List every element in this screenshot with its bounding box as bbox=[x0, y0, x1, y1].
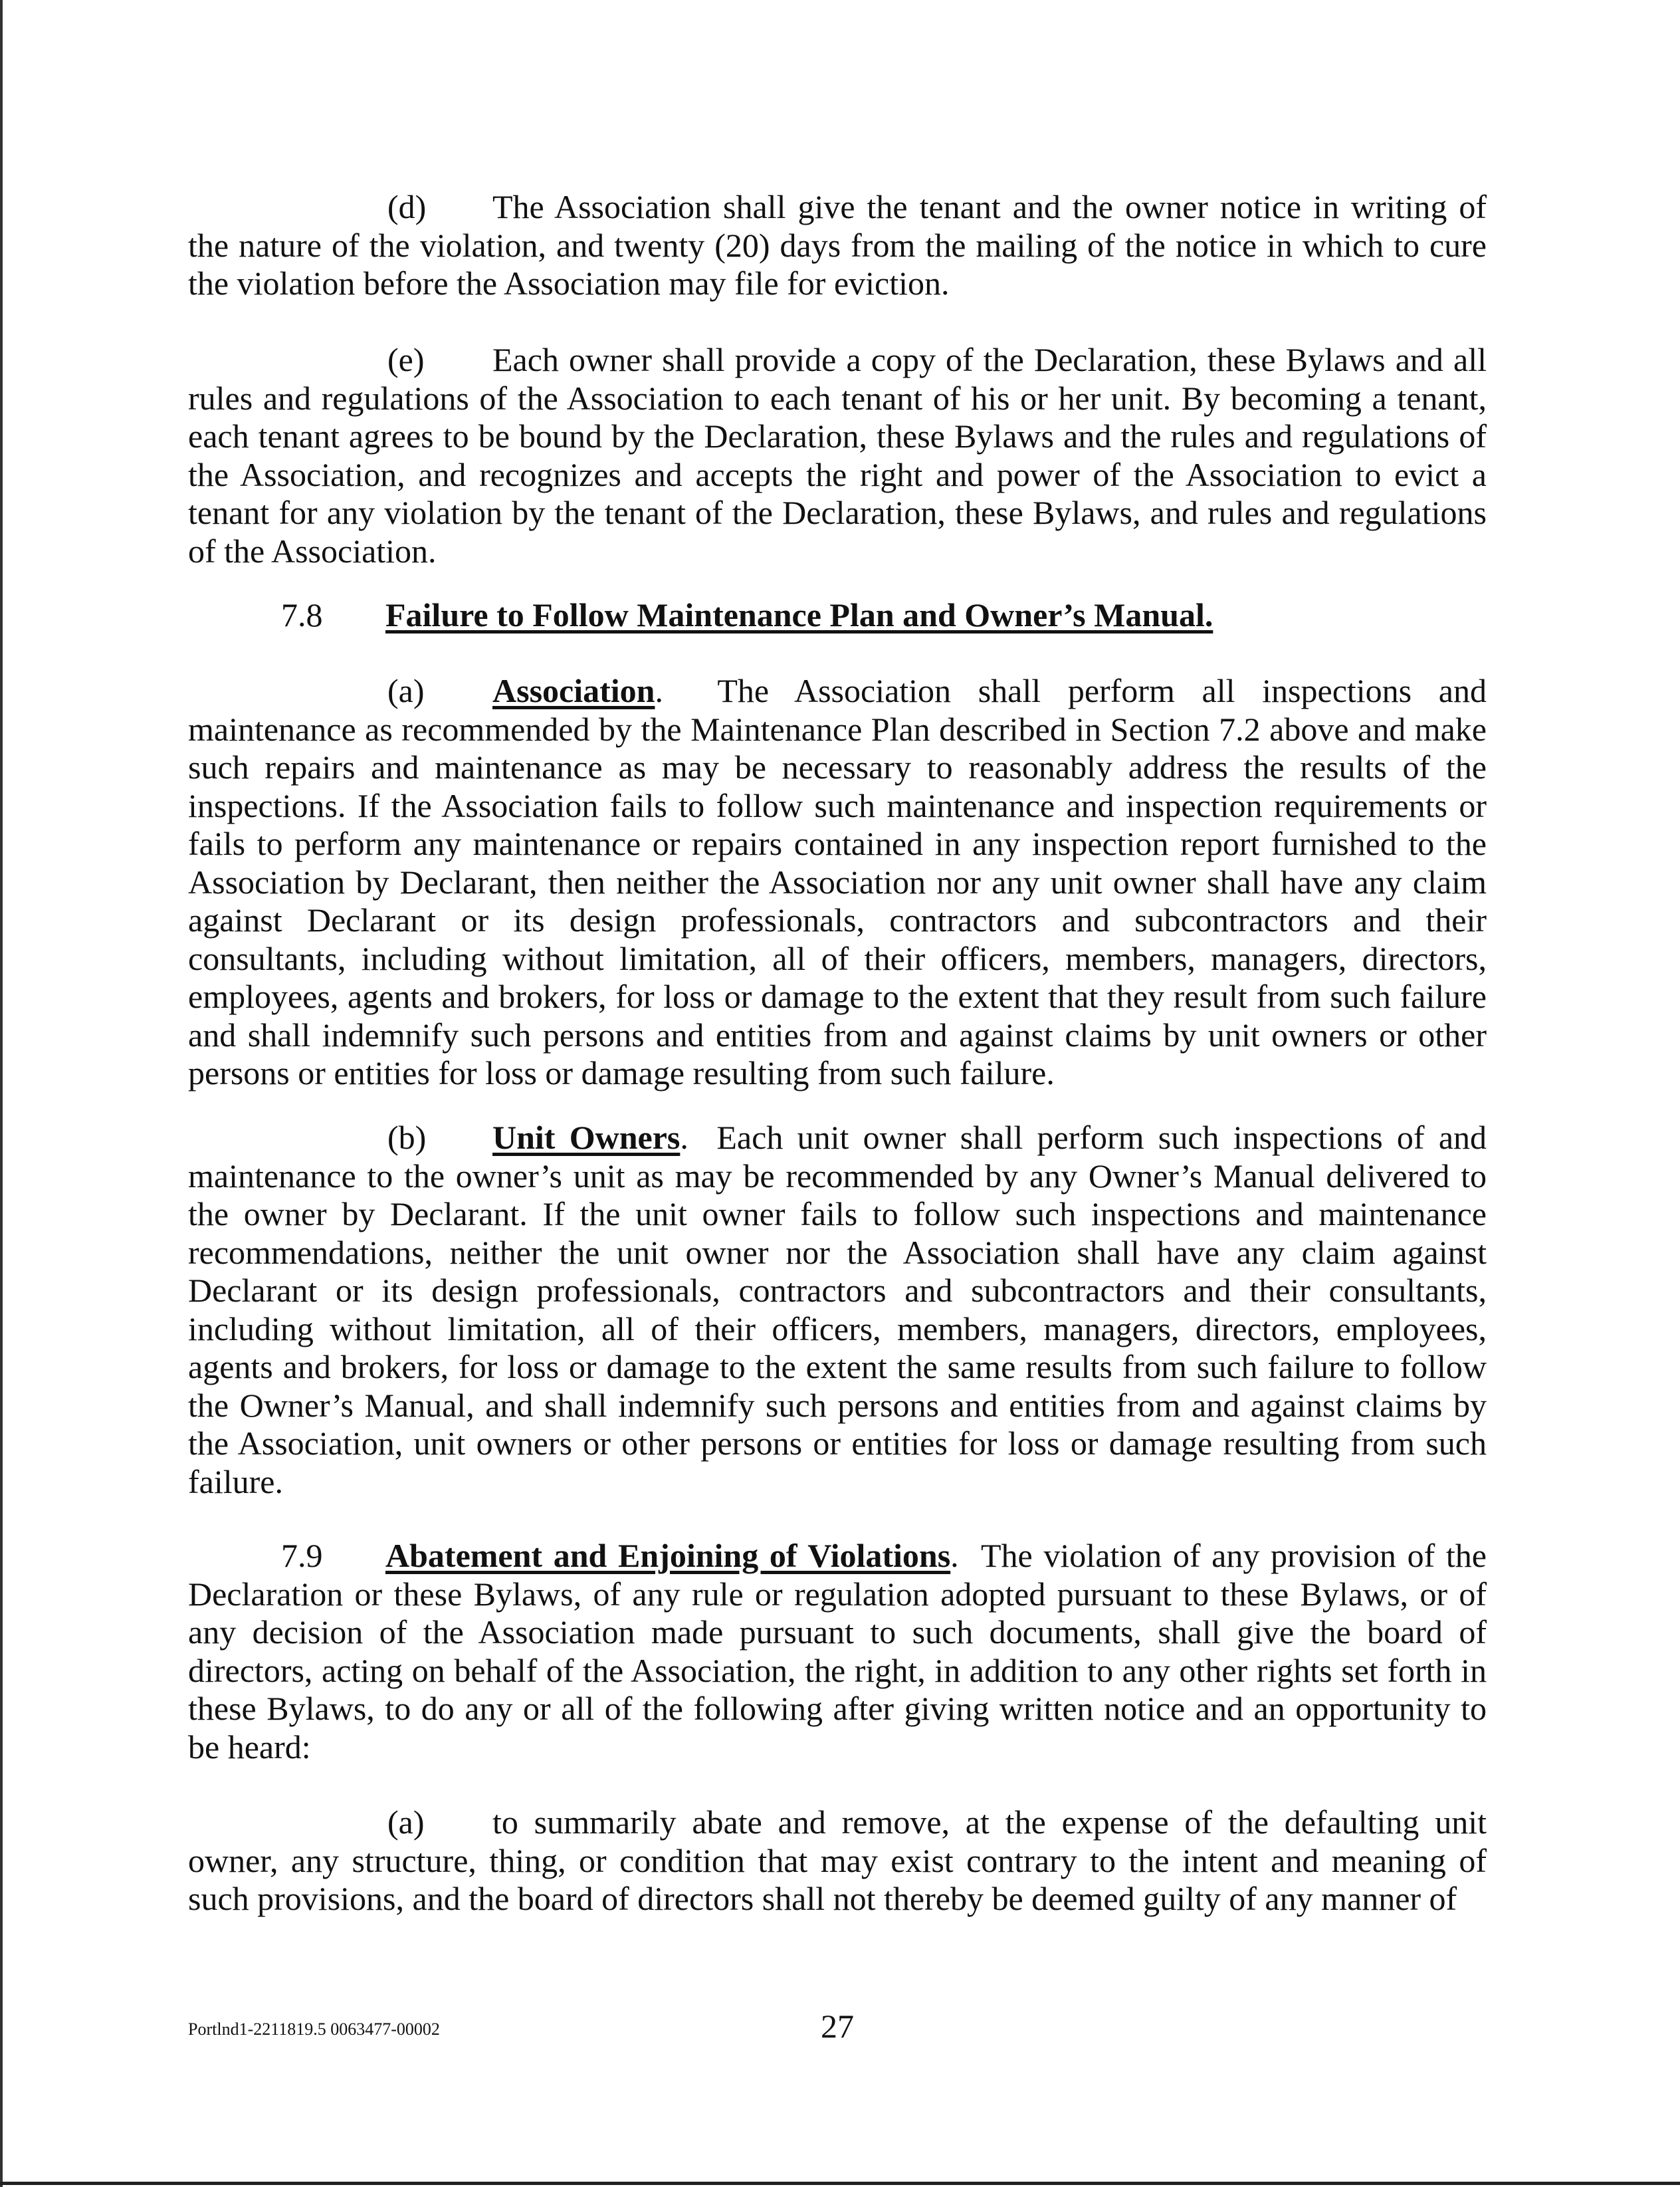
section-7-9-paragraph-a bbox=[188, 1803, 1487, 1918]
section-7-9-title-punct: . bbox=[950, 1537, 959, 1574]
section-7-8-title: Failure to Follow Maintenance Plan and Owner’s Manual. bbox=[385, 596, 1213, 633]
section-7-9-a-label: (a) bbox=[387, 1803, 425, 1841]
section-7-8-a-label: (a) bbox=[387, 672, 425, 709]
section-7-8-heading bbox=[188, 596, 1487, 635]
section-7-9-text: The violation of any provision of the Declaration or these Bylaws, of any rule or regulation adopted pursuant to these Bylaws, or of any decision of the Association made pursuant to such documents, shall give the board of directors, acting on behalf of the Association, the right, in addition to any other rights set forth in these Bylaws, to do any or all of the following after giving written notice and an opportunity to be heard: bbox=[188, 1537, 1487, 1766]
footer-document-id: Portlnd1-2211819.5 0063477-00002 bbox=[188, 2019, 440, 2039]
section-7-9-a-text: to summarily abate and remove, at the expense of the defaulting unit owner, any structure, thing, or condition that may exist contrary to the intent and meaning of such provisions, and the board of directors shall not thereby be deemed guilty of any manner of bbox=[188, 1803, 1487, 1917]
section-7-8-b-heading: Unit Owners bbox=[492, 1119, 681, 1156]
section-7-8-a-heading: Association bbox=[492, 672, 655, 709]
section-7-9-title: Abatement and Enjoining of Violations bbox=[385, 1537, 951, 1574]
section-7-9-paragraph bbox=[188, 1537, 1487, 1766]
section-7-9-number: 7.9 bbox=[281, 1537, 323, 1574]
paragraph-e bbox=[188, 341, 1487, 570]
paragraph-d-text: The Association shall give the tenant and the owner notice in writing of the nature of the violation, and twenty (20) days from the mailing of the notice in which to cure the violation before the Association may file for eviction. bbox=[188, 188, 1487, 302]
scan-edge-bottom bbox=[0, 2182, 1680, 2185]
section-7-8-b-text: Each unit owner shall perform such inspections of and maintenance to the owner’s unit as may be recommended by any Owner’s Manual delivered to the owner by Declarant. If the unit owner fails to follow such inspections and maintenance recommendations, neither the unit owner nor the Association shall have any claim against Declarant or its design professionals, contractors and subcontractors and their consultants, including without limitation, all of their officers, members, managers, directors, employees, agents and brokers, for loss or damage to the extent the same results from such failure to follow the Owner’s Manual, and shall indemnify such persons and entities from and against claims by the Association, unit owners or other persons or entities for loss or damage resulting from such failure. bbox=[188, 1119, 1487, 1500]
paragraph-d bbox=[188, 188, 1487, 303]
paragraph-e-label: (e) bbox=[387, 341, 425, 378]
section-7-8-paragraph-a bbox=[188, 672, 1487, 1093]
paragraph-d-label: (d) bbox=[387, 188, 427, 225]
scan-edge-left bbox=[0, 0, 3, 2187]
section-7-8-number: 7.8 bbox=[281, 596, 323, 633]
section-7-8-b-heading-punct: . bbox=[680, 1119, 688, 1156]
paragraph-e-text: Each owner shall provide a copy of the Declaration, these Bylaws and all rules and regulations of the Association to each tenant of his or her unit. By becoming a tenant, each tenant agrees to be bound by the Declaration, these Bylaws and the rules and regulations of the Association, and recognizes and accepts the right and power of the Association to evict a tenant for any violation by the tenant of the Declaration, these Bylaws, and rules and regulations of the Association. bbox=[188, 341, 1487, 570]
section-7-8-a-text: The Association shall perform all inspections and maintenance as recommended by the Maintenance Plan described in Section 7.2 above and make such repairs and maintenance as may be necessary to reasonably address the results of the inspections. If the Association fails to follow such maintenance and inspection requirements or fails to perform any maintenance or repairs contained in any inspection report furnished to the Association by Declarant, then neither the Association nor any unit owner shall have any claim against Declarant or its design professionals, contractors and subcontractors and their consultants, including without limitation, all of their officers, members, managers, directors, employees, agents and brokers, for loss or damage to the extent that they result from such failure and shall indemnify such persons and entities from and against claims by unit owners or other persons or entities for loss or damage resulting from such failure. bbox=[188, 672, 1487, 1092]
page-number: 27 bbox=[821, 2008, 854, 2045]
section-7-8-a-heading-punct: . bbox=[655, 672, 663, 709]
section-7-8-b-label: (b) bbox=[387, 1119, 427, 1156]
section-7-8-paragraph-b bbox=[188, 1119, 1487, 1501]
